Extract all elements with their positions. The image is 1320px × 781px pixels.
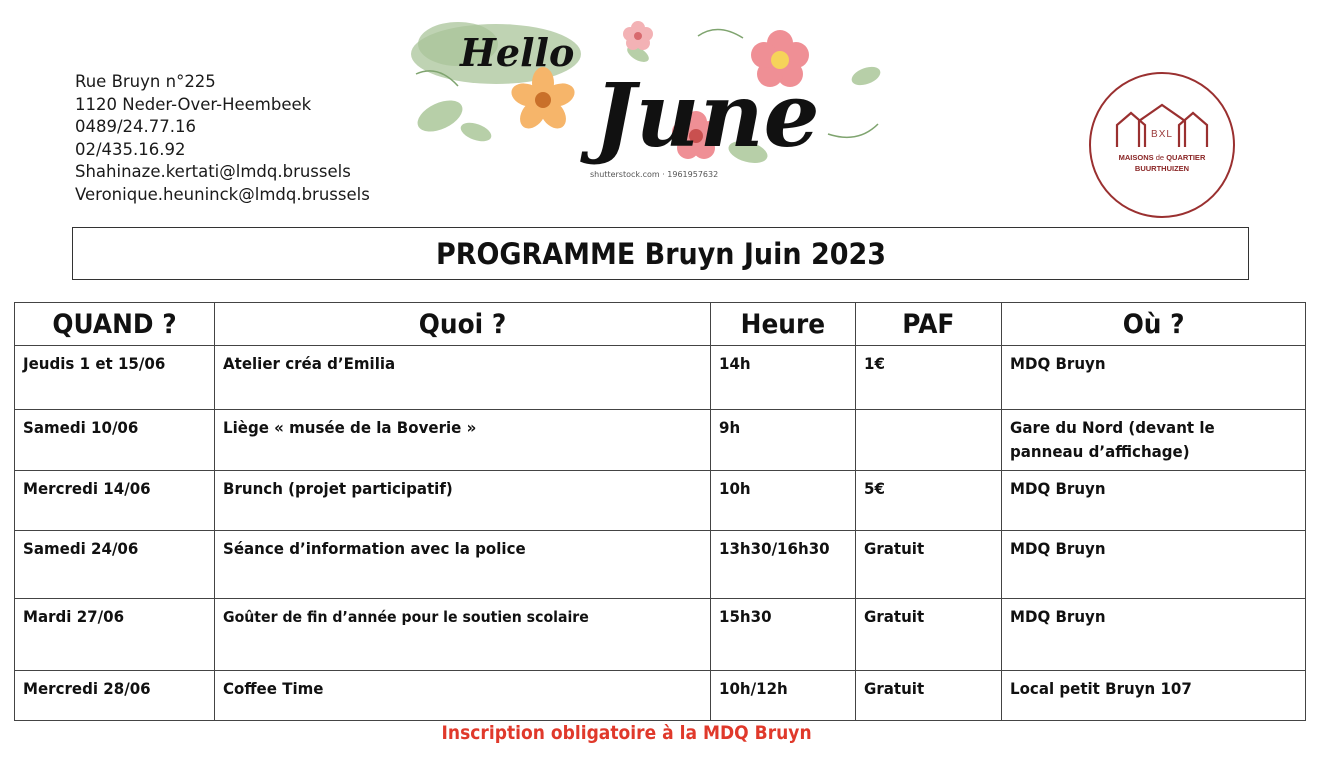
- cell-heure: 14h: [711, 346, 856, 410]
- cell-quoi: Séance d’information avec la police: [215, 531, 711, 599]
- leaf-icon: [413, 94, 467, 138]
- cell-ou: Gare du Nord (devant le panneau d’affichage): [1002, 410, 1306, 471]
- contact-phone: 02/435.16.92: [75, 139, 186, 159]
- cell-heure: 10h: [711, 471, 856, 531]
- header-ou: Où ?: [1002, 303, 1306, 346]
- banner-june: June: [594, 63, 820, 167]
- cell-quoi: Liège « musée de la Boverie »: [215, 410, 711, 471]
- cell-ou: Local petit Bruyn 107: [1002, 671, 1306, 721]
- header-quand: QUAND ?: [15, 303, 215, 346]
- header-quoi: Quoi ?: [215, 303, 711, 346]
- programme-table: [14, 302, 1306, 721]
- banner-hello: Hello: [460, 30, 575, 75]
- cell-quoi: Goûter de fin d’année pour le soutien scolaire: [215, 599, 711, 671]
- table-row: [15, 531, 1306, 599]
- page-title: PROGRAMME Bruyn Juin 2023: [435, 236, 886, 271]
- logo-name: MAISONS de QUARTIER BUURTHUIZEN: [1118, 153, 1206, 173]
- cell-paf: [856, 410, 1002, 471]
- cell-quand: Mercredi 28/06: [15, 671, 215, 721]
- cell-ou: MDQ Bruyn: [1002, 346, 1306, 410]
- header-paf: PAF: [856, 303, 1002, 346]
- cell-heure: 10h/12h: [711, 671, 856, 721]
- cell-quoi: Coffee Time: [215, 671, 711, 721]
- cell-quand: Samedi 10/06: [15, 410, 215, 471]
- contact-city: 1120 Neder-Over-Heembeek: [75, 94, 312, 114]
- page-title-box: [72, 227, 1249, 280]
- cell-ou: MDQ Bruyn: [1002, 471, 1306, 531]
- table-header-row: [15, 303, 1306, 346]
- table-row: [15, 410, 1306, 471]
- cell-quand: Jeudis 1 et 15/06: [15, 346, 215, 410]
- contact-info: [75, 71, 370, 207]
- contact-email-2: Veronique.heuninck@lmdq.brussels: [75, 184, 370, 204]
- cell-ou: MDQ Bruyn: [1002, 531, 1306, 599]
- table-row: [15, 346, 1306, 410]
- hello-june-banner: [398, 14, 924, 186]
- cell-quand: Samedi 24/06: [15, 531, 215, 599]
- contact-email-1: Shahinaze.kertati@lmdq.brussels: [75, 162, 351, 182]
- contact-address: Rue Bruyn n°225: [75, 72, 216, 91]
- contact-mobile: 0489/24.77.16: [75, 117, 197, 137]
- cell-ou: MDQ Bruyn: [1002, 599, 1306, 671]
- cell-quand: Mercredi 14/06: [15, 471, 215, 531]
- banner-credit: shutterstock.com · 1961957632: [590, 170, 719, 179]
- cell-quand: Mardi 27/06: [15, 599, 215, 671]
- cell-paf: 5€: [856, 471, 1002, 531]
- cell-paf: 1€: [856, 346, 1002, 410]
- header-heure: Heure: [711, 303, 856, 346]
- cell-quoi: Atelier créa d’Emilia: [215, 346, 711, 410]
- cell-heure: 15h30: [711, 599, 856, 671]
- pink-flower-icon: [623, 21, 653, 50]
- cell-heure: 13h30/16h30: [711, 531, 856, 599]
- table-row: [15, 671, 1306, 721]
- registration-note: Inscription obligatoire à la MDQ Bruyn: [441, 722, 812, 744]
- maisons-de-quartier-logo: [1087, 69, 1237, 221]
- cell-paf: Gratuit: [856, 671, 1002, 721]
- cell-paf: Gratuit: [856, 531, 1002, 599]
- cell-quoi: Brunch (projet participatif): [215, 471, 711, 531]
- cell-heure: 9h: [711, 410, 856, 471]
- table-row: [15, 471, 1306, 531]
- table-row: [15, 599, 1306, 671]
- logo-bxl: BXL: [1151, 129, 1173, 140]
- cell-paf: Gratuit: [856, 599, 1002, 671]
